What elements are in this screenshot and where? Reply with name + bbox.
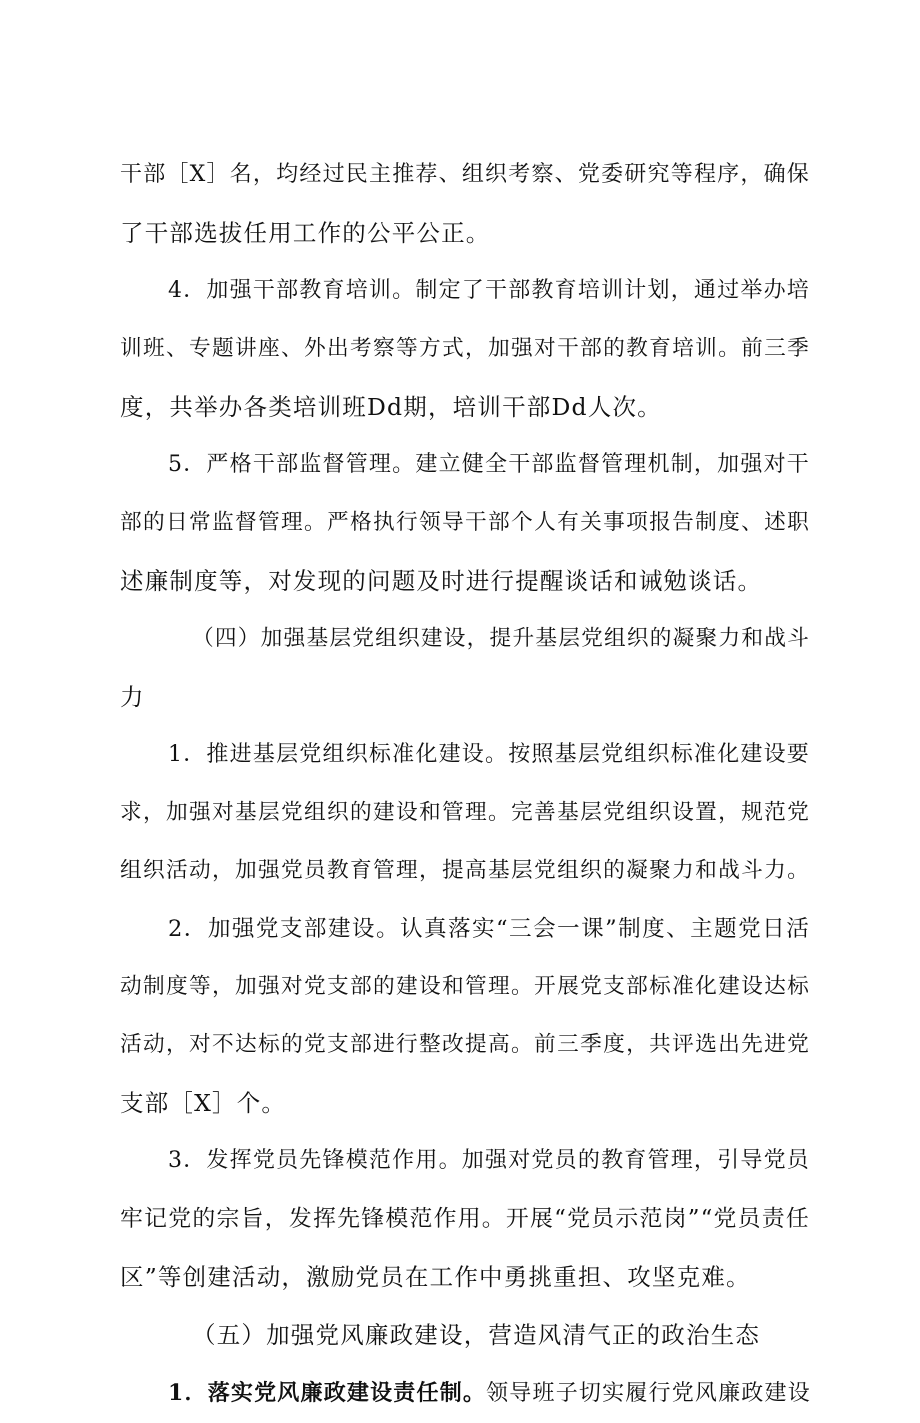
text-line: 1．推进基层党组织标准化建设。按照基层党组织标准化建设要	[168, 742, 810, 767]
text-line: 牢记党的宗旨，发挥先锋模范作用。开展“党员示范岗”“党员责任	[120, 1206, 810, 1232]
paragraph-lines	[120, 146, 810, 1364]
bold-heading: 1．落实党风廉政建设责任制。	[168, 1380, 487, 1406]
text-line: 支部［X］个。	[120, 1089, 287, 1117]
text-line: 干部［X］名，均经过民主推荐、组织考察、党委研究等程序，确保	[120, 162, 810, 187]
text-line: 4．加强干部教育培训。制定了干部教育培训计划，通过举办培	[168, 278, 810, 303]
text-line: 组织活动，加强党员教育管理，提高基层党组织的凝聚力和战斗力。	[120, 858, 810, 883]
document-body	[120, 146, 810, 1422]
text-line-final	[120, 1364, 810, 1422]
text-line: 2．加强党支部建设。认真落实“三会一课”制度、主题党日活	[168, 916, 810, 942]
text-line: 述廉制度等，对发现的问题及时进行提醒谈话和诫勉谈话。	[120, 567, 763, 595]
text-line: 3．发挥党员先锋模范作用。加强对党员的教育管理，引导党员	[168, 1148, 810, 1173]
text-line: 求，加强对基层党组织的建设和管理。完善基层党组织设置，规范党	[120, 800, 810, 825]
heading-continuation: 领导班子切实履行党风廉政建设	[486, 1381, 811, 1406]
text-line: 了干部选拔任用工作的公平公正。	[120, 219, 491, 247]
text-line: 度，共举办各类培训班Dd期，培训干部Dd人次。	[120, 393, 662, 421]
text-line: 活动，对不达标的党支部进行整改提高。前三季度，共评选出先进党	[120, 1032, 810, 1057]
text-line: （四）加强基层党组织建设，提升基层党组织的凝聚力和战斗	[192, 626, 810, 651]
text-line: 部的日常监督管理。严格执行领导干部个人有关事项报告制度、述职	[120, 510, 810, 535]
text-line: 区”等创建活动，激励党员在工作中勇挑重担、攻坚克难。	[120, 1263, 751, 1291]
text-line: 动制度等，加强对党支部的建设和管理。开展党支部标准化建设达标	[120, 974, 810, 999]
text-line: 5．严格干部监督管理。建立健全干部监督管理机制，加强对干	[168, 452, 810, 477]
text-line: （五）加强党风廉政建设，营造风清气正的政治生态	[192, 1321, 761, 1349]
text-line: 力	[120, 683, 145, 711]
text-line: 训班、专题讲座、外出考察等方式，加强对干部的教育培训。前三季	[120, 336, 810, 361]
